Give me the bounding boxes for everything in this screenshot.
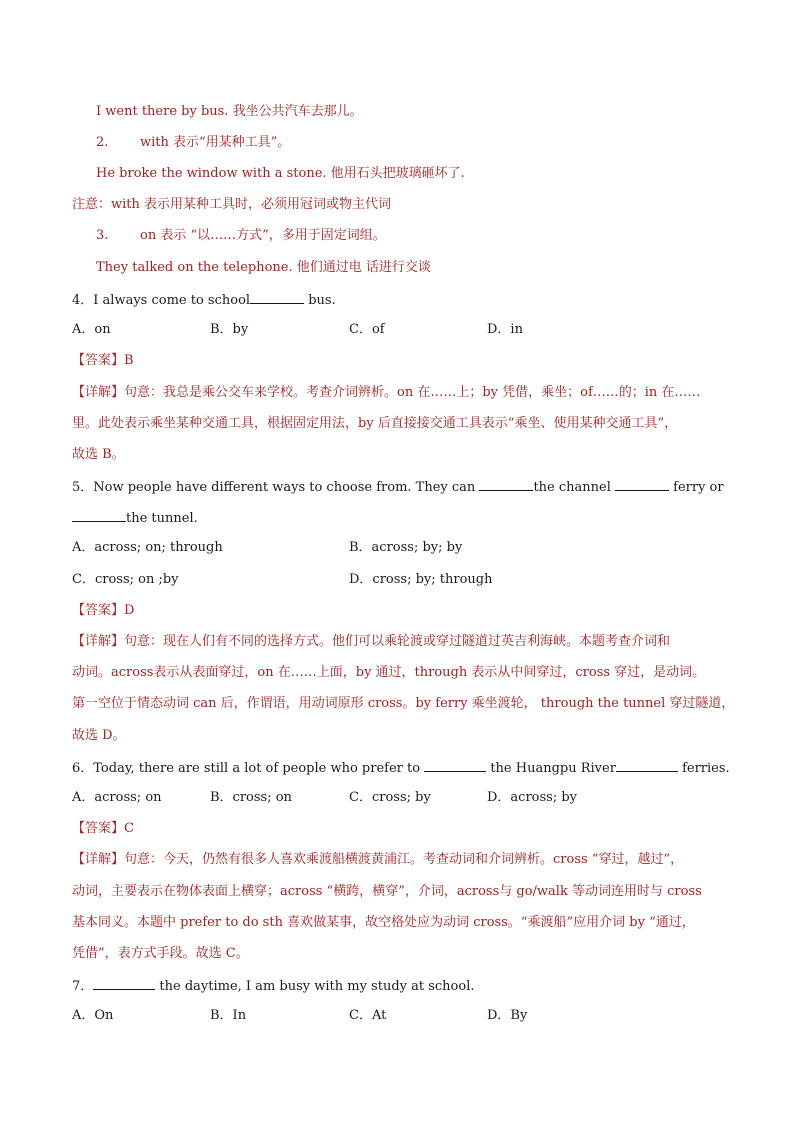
answer-label: 【答案】B [72,353,134,368]
intro-line-3: He broke the window with a stone. 他用石头把玻璃砸坏了. [96,166,465,181]
answer-label: 【答案】D [72,603,135,618]
intro-line-5 [96,227,386,245]
option-b: B．by [210,322,249,337]
intro-item-text: on 表示 “以……方式”，多用于固定词组。 [140,228,386,243]
question-text: 6．Today, there are still a lot of people who prefer to [72,761,425,776]
detail-line: 故选 B。 [72,447,125,462]
detail-line: 凭借”，表方式手段。故选 C。 [72,946,249,961]
detail-line: 基本同义。本题中 prefer to do sth 喜欢做某事，故空格处应为动词 cross。“乘渡船”应用介词 by “通过， [72,915,695,930]
detail-line: 第一空位于情态动词 can 后，作谓语，用动词原形 cross。by ferry 乘坐渡轮， through the tunnel 穿过隧道， [72,696,735,711]
question-text: ferry or [669,480,724,495]
option-d: D．in [487,322,523,337]
answer-label: 【答案】C [72,821,134,836]
answer-blank [424,758,486,772]
intro-note: 注意：with 表示用某种工具时，必须用冠词或物主代词 [72,197,392,212]
question-5-stem-cont [72,508,198,528]
intro-line-2 [96,134,290,152]
answer-blank [479,477,533,491]
question-text: the Huangpu River [486,761,616,776]
question-text: bus. [304,293,336,308]
question-text: the channel [533,480,615,495]
option-c: C．At [349,1008,387,1023]
question-text: 4．I always come to school [72,293,251,308]
question-text: ferries. [677,761,730,776]
question-5-stem [72,477,724,497]
option-a: A．on [72,322,111,337]
question-text: the daytime, I am busy with my study at school. [155,979,475,994]
detail-line: 【详解】句意：现在人们有不同的选择方式。他们可以乘轮渡或穿过隧道过英吉利海峡。本题考查介词和 [72,634,671,649]
answer-blank [250,290,304,304]
option-d: D．cross; by; through [349,572,493,587]
intro-item-number: 3. [96,228,109,243]
answer-blank [93,976,155,990]
detail-line: 里。此处表示乘坐某种交通工具，根据固定用法，by 后直接接交通工具表示“乘坐、使用某种交通工具”， [72,416,678,431]
question-4-stem [72,290,336,310]
answer-blank [615,477,669,491]
answer-blank [72,508,126,522]
option-a: A．On [72,1008,114,1023]
answer-blank [616,758,678,772]
detail-line: 【详解】句意：今天，仍然有很多人喜欢乘渡船横渡黄浦江。考查动词和介词辨析。cross “穿过，越过”， [72,852,684,867]
question-text: the tunnel. [126,511,198,526]
question-text: 5．Now people have different ways to choose from. They can [72,480,480,495]
option-d: D．By [487,1008,528,1023]
option-b: B．across; by; by [349,540,463,555]
intro-line-1: I went there by bus. 我坐公共汽车去那儿。 [96,104,363,119]
detail-line: 故选 D。 [72,728,126,743]
option-b: B．In [210,1008,247,1023]
option-c: C．of [349,322,385,337]
question-7-stem [72,976,475,996]
option-a: A．across; on [72,790,162,805]
option-c: C．cross; on ;by [72,572,179,587]
intro-line-6: They talked on the telephone. 他们通过电 话进行交谈 [96,260,431,275]
option-b: B．cross; on [210,790,292,805]
question-6-stem [72,758,730,778]
option-d: D．across; by [487,790,578,805]
detail-line: 动词，主要表示在物体表面上横穿；across “横跨，横穿”，介词，across与 go/walk 等动词连用时与 cross [72,884,702,899]
option-a: A．across; on; through [72,540,223,555]
detail-line: 【详解】句意：我总是乘公交车来学校。考查介词辨析。on 在……上；by 凭借，乘坐；of……的；in 在…… [72,385,701,400]
question-text: 7． [72,979,94,994]
option-c: C．cross; by [349,790,431,805]
intro-item-number: 2. [96,135,109,150]
intro-item-text: with 表示“用某种工具”。 [140,135,291,150]
detail-line: 动词。across表示从表面穿过，on 在……上面，by 通过，through 表示从中间穿过，cross 穿过，是动词。 [72,665,706,680]
